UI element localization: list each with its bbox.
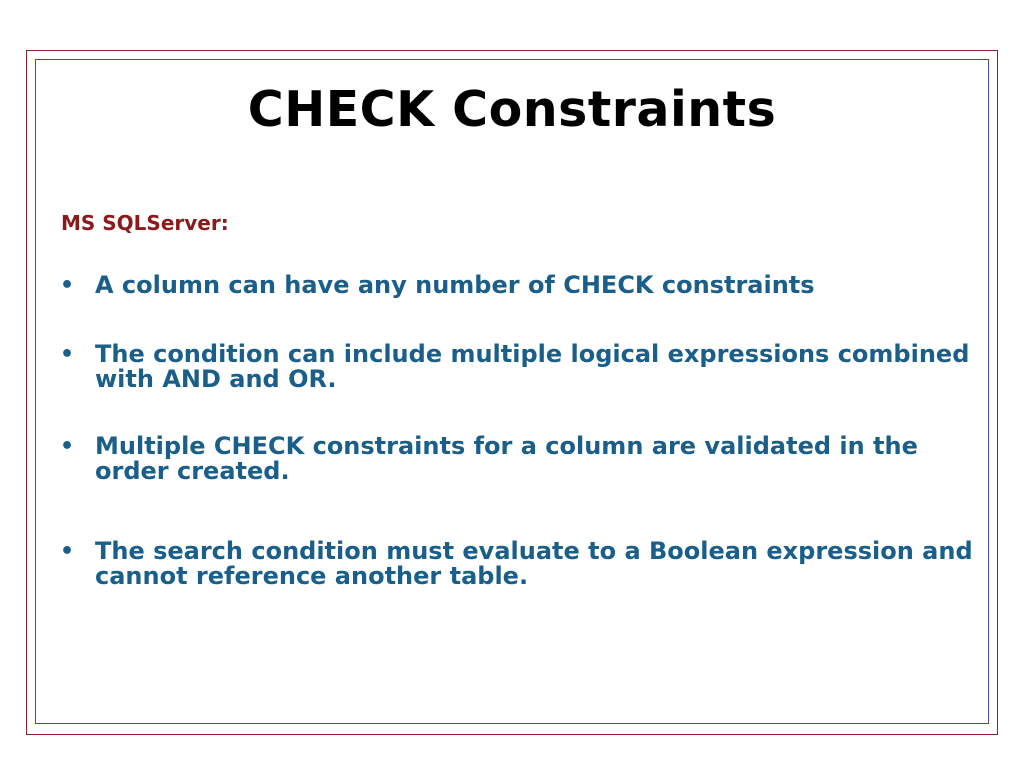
bullet-text: The search condition must evaluate to a Boolean expression and cannot reference another table. bbox=[95, 537, 973, 590]
slide-title: CHECK Constraints bbox=[247, 81, 777, 138]
list-item bbox=[60, 539, 980, 589]
bullet-text: Multiple CHECK constraints for a column are validated in the order created. bbox=[95, 432, 918, 485]
bullet-text: The condition can include multiple logical expressions combined with AND and OR. bbox=[95, 340, 970, 393]
list-item bbox=[60, 342, 980, 392]
list-item bbox=[60, 273, 980, 298]
bullet-icon: • bbox=[60, 434, 75, 459]
subheading: MS SQLServer: bbox=[61, 211, 229, 235]
bullet-icon: • bbox=[60, 273, 75, 298]
bullet-icon: • bbox=[60, 539, 75, 564]
list-item bbox=[60, 434, 980, 484]
bullet-text: A column can have any number of CHECK constraints bbox=[95, 271, 815, 299]
bullet-icon: • bbox=[60, 342, 75, 367]
